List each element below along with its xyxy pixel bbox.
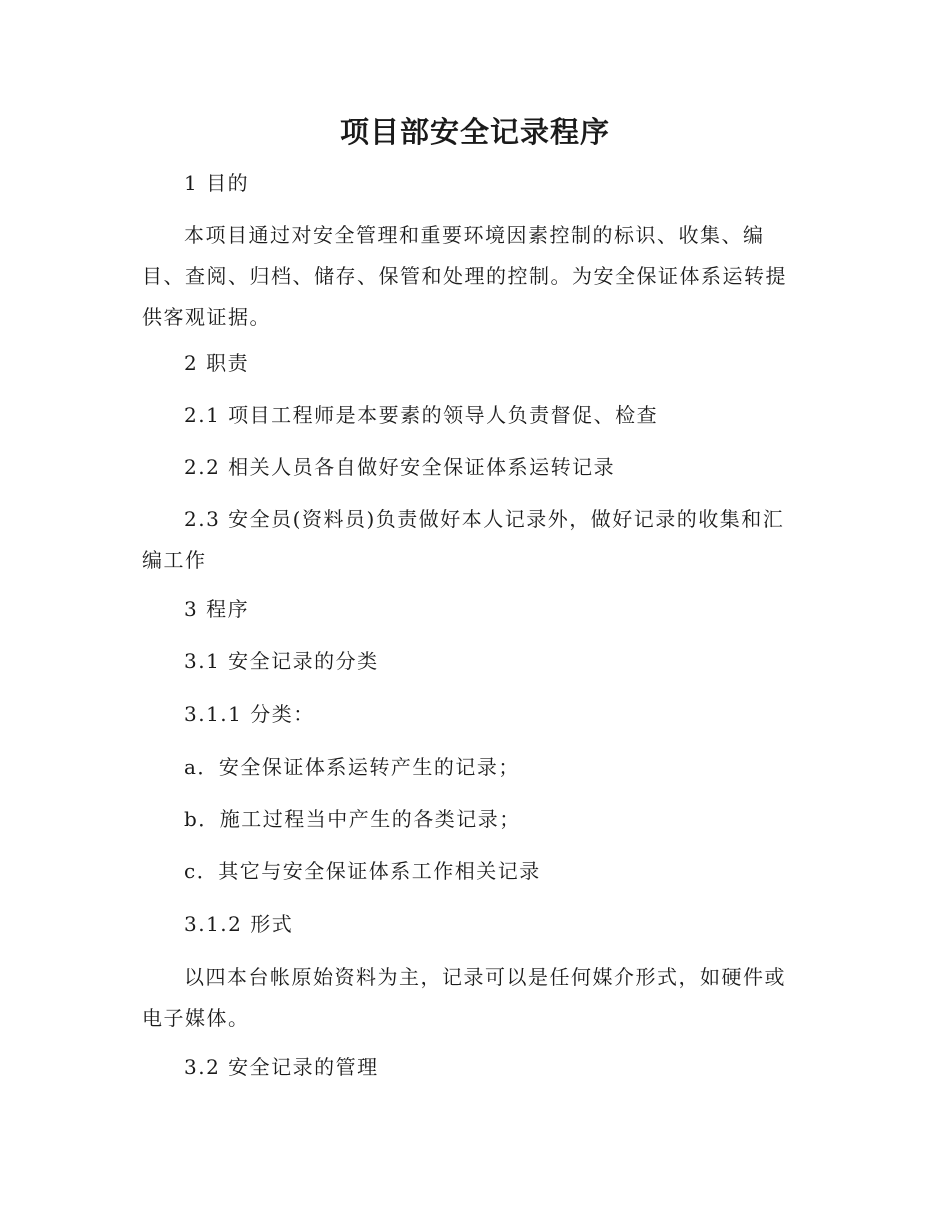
paragraph-2-2: 2.2 相关人员各自做好安全保证体系运转记录 (184, 455, 616, 479)
list-item-a: a．安全保证体系运转产生的记录； (184, 755, 520, 779)
paragraph-2-1: 2.1 项目工程师是本要素的领导人负责督促、检查 (184, 403, 659, 427)
list-item-c: c．其它与安全保证体系工作相关记录 (184, 859, 541, 883)
paragraph-2-3: 2.3 安全员(资料员)负责做好本人记录外，做好记录的收集和汇编工作 (142, 507, 785, 572)
paragraph-3-1-2: 3.1.2 形式 (184, 912, 294, 936)
list-item-b: b．施工过程当中产生的各类记录； (184, 807, 521, 831)
paragraph-purpose-body: 本项目通过对安全管理和重要环境因素控制的标识、收集、编目、查阅、归档、储存、保管和处理的控制。为安全保证体系运转提供客观证据。 (142, 223, 787, 329)
section-heading-responsibilities: 2 职责 (184, 351, 250, 375)
paragraph-3-2: 3.2 安全记录的管理 (184, 1055, 379, 1079)
paragraph-3-1-1: 3.1.1 分类： (184, 702, 315, 726)
paragraph-forms-body: 以四本台帐原始资料为主，记录可以是任何媒介形式，如硬件或电子媒体。 (142, 965, 786, 1030)
document-title: 项目部安全记录程序 (339, 115, 610, 149)
paragraph-3-1: 3.1 安全记录的分类 (184, 649, 379, 673)
section-heading-procedure: 3 程序 (184, 597, 250, 621)
section-heading-purpose: 1 目的 (184, 171, 250, 195)
